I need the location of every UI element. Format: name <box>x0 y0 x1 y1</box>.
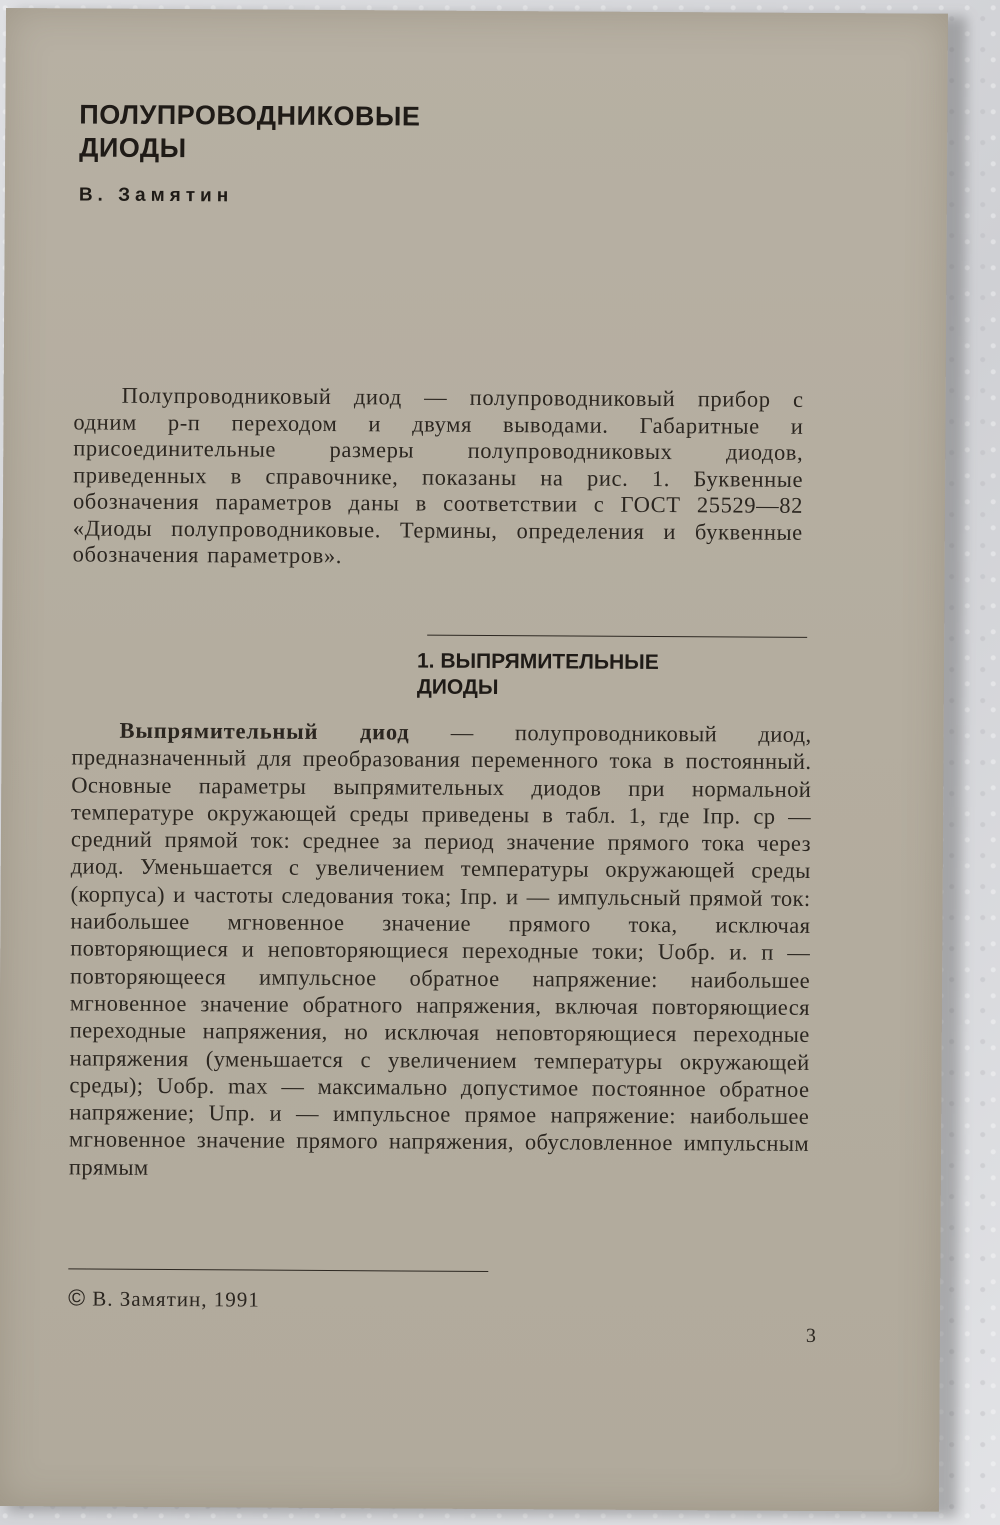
section-heading-line-2: ДИОДЫ <box>416 675 499 700</box>
section-heading <box>417 649 659 702</box>
copyright-line <box>68 1284 260 1312</box>
book-page <box>0 8 948 1512</box>
footnote-divider <box>68 1268 488 1272</box>
defined-term: Выпрямительный диод <box>119 717 410 745</box>
article-title-line-2: ДИОДЫ <box>79 132 187 164</box>
section-divider <box>427 635 807 638</box>
section-paragraph <box>69 716 812 1185</box>
intro-paragraph: Полупроводниковый диод — полупроводниковый прибор с одним р-п переходом и двумя выводами. Габаритные и присоединительные размеры полупроводниковых диодов, приведенных в справочнике, показаны на рис. 1. Буквенные обозначения параметров даны в соответствии с ГОСТ 25529—82 «Диоды полупроводниковые. Термины, определения и буквенные обозначения параметров». <box>72 382 804 569</box>
page-content <box>68 98 816 1347</box>
definition-text: — полупроводниковый диод, предназначенный для преобразования переменного тока в постоянный. Основные параметры выпрямительных диодов при нормальной температуре окружающей среды приведены в табл. 1, где Iпр. ср — средний прямой ток: среднее за период значение прямого тока через диод. Уменьшается с увеличением температуры окружающей среды (корпуса) и частоты следования тока; Iпр. и — импульсный прямой ток: наибольшее мгновенное значение прямого тока, исключая повторяющиеся и неповторяющиеся переходные токи; Uобр. и. п — повторяющееся импульсное обратное напряжение: наибольшее мгновенное значение обратного напряжения, включая повторяющиеся переходные напряжения, но исключая неповторяющиеся переходные напряжения (уменьшается с увеличением температуры окружающей среды); Uобр. max — максимально допустимое постоянное обратное напряжение; Uпр. и — импульсное прямое напряжение: наибольшее мгновенное значение прямого напряжения, обусловленное импульсным прямым <box>68 719 812 1180</box>
article-title <box>79 98 420 166</box>
article-title-line-1: ПОЛУПРОВОДНИКОВЫЕ <box>79 99 421 132</box>
page-number: 3 <box>805 1324 816 1347</box>
article-author: В. Замятин <box>78 184 234 207</box>
copyright-symbol: © <box>68 1284 87 1311</box>
copyright-text: В. Замятин, 1991 <box>85 1286 260 1312</box>
section-heading-line-1: 1. ВЫПРЯМИТЕЛЬНЫЕ <box>416 649 659 674</box>
